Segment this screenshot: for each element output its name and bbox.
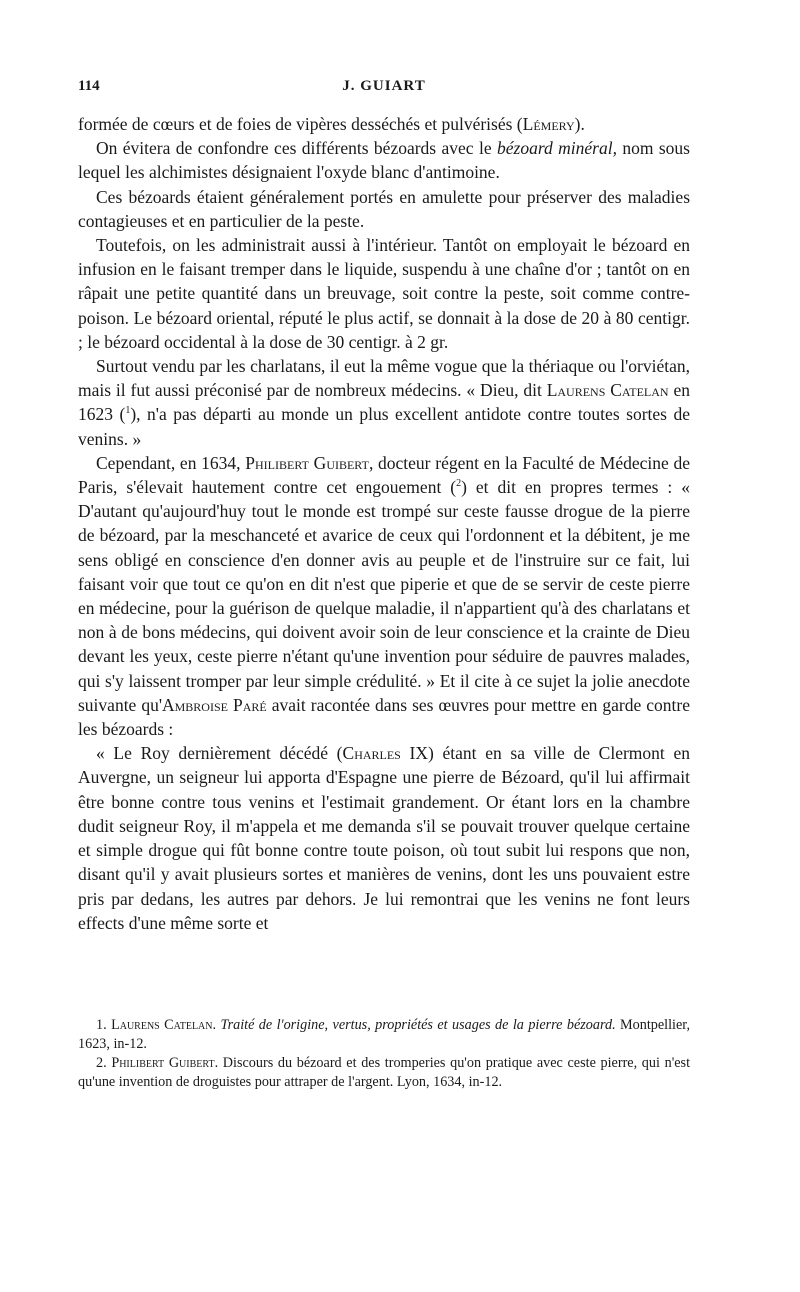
text-run: . (212, 1017, 221, 1033)
text-run: Surtout vendu par les charlatans, il eut la même vogue que la thériaque ou l'orviétan, mais il fut aussi préconisé par de nombreux médecins. « Dieu, dit (78, 356, 690, 401)
text-run: On évitera de confondre ces différents bézoards avec le (96, 138, 497, 159)
italic-text: bézoard minéral, (497, 138, 617, 159)
footnote-ref: 1 (125, 405, 131, 417)
proper-name: Charles IX (342, 743, 429, 764)
paragraph-4 (78, 233, 690, 354)
text-run: formée de cœurs et de foies de vipères desséchés et pulvérisés ( (78, 114, 523, 134)
footnote-2 (78, 1054, 690, 1092)
page-header (78, 78, 690, 102)
paragraph-2 (78, 136, 690, 184)
footnote-1 (78, 1016, 690, 1054)
text-run: Ces bézoards étaient généralement portés en amulette pour préserver des maladies contagieuses et en particulier de la peste. (78, 186, 690, 231)
text-run: , docteur régent en la Faculté de Médecine de Paris, s'élevait hautement contre cet engouement ( (78, 452, 690, 498)
proper-name: Laurens Catelan (546, 380, 669, 401)
text-run: ). (574, 114, 585, 134)
text-run: nom sous lequel les alchimistes désignaient l'oxyde blanc d'antimoine. (78, 138, 690, 183)
running-head: J. GUIART (342, 78, 426, 94)
paragraph-6 (78, 451, 690, 741)
proper-name: Lémery (522, 114, 575, 134)
text-run: Cependant, en 1634, (96, 452, 246, 473)
text-run: 2. (96, 1055, 112, 1071)
paragraph-7 (78, 741, 690, 935)
proper-name: Philibert Guibert (245, 452, 369, 473)
paragraph-3 (78, 185, 690, 233)
paragraph-1 (78, 112, 690, 136)
text-run: ), n'a pas départi au monde un plus excellent antidote contre toutes sortes de venins. » (78, 404, 690, 449)
text-run: « Le Roy dernièrement décédé ( (96, 743, 343, 764)
text-run: ) étant en sa ville de Clermont en Auvergne, un seigneur lui apporta d'Espagne une pierre de Bézoard, qu'il lui affirmait être bonne contre tous venins et l'estimait grandement. Or étant lors en la chambre dudit seigneur Roy, il m'appela et me demanda s'il se pouvait trouver quelque certaine et simple drogue qui fût bonne contre toute poison, où tout subit lui respons que non, disant qu'il y avait plusieurs sortes et manières de venins, dont les uns pouvaient estre pris par dedans, les autres par dehors. Je lui remontrai que les venins ne font leurs effects d'une même sorte et (78, 743, 690, 933)
footnote-ref: 2 (456, 478, 462, 490)
text-run: ) et dit en propres termes : « D'autant qu'aujourd'huy tout le monde est trompé sur ceste fausse drogue de la pierre de bézoard, par la meschanceté et avarice de ceux qui l'ordonnent et la débitent, je me sens obligé en conscience d'en donner avis au peuple et de l'instruire sur ce fait, lui faisant voir que tout ce qu'on en dit n'est que piperie et que de se servir de ceste pierre en médecine, pour la guérison de quelque maladie, il n'appartient qu'à des charlatans et non à de bons médecins, qui doivent avoir soin de leur conscience et la crainte de Dieu devant les yeux, ceste pierre n'étant qu'une invention pour séduire de pauvres malades, qui s'y laissent tromper par leur simple crédulité. » Et il cite à ce sujet la jolie anecdote suivante qu' (78, 477, 690, 715)
proper-name: Ambroise Paré (161, 694, 267, 715)
proper-name: Laurens Catelan (111, 1017, 213, 1033)
footnotes (78, 1016, 690, 1092)
text-run: en 1623 ( (78, 380, 690, 425)
proper-name: Philibert Guibert (111, 1055, 215, 1071)
italic-text: Traité de l'origine, vertus, propriétés et usages de la pierre bézoard. (220, 1017, 616, 1033)
text-run: avait racontée dans ses œuvres pour mettre en garde contre les bézoards : (78, 694, 690, 740)
text-run: . Discours du bézoard et des tromperies qu'on pratique avec ceste pierre, qui n'est qu'une invention de droguistes pour attraper de l'argent. Lyon, 1634, in-12. (78, 1055, 691, 1090)
text-run: 1. (96, 1017, 112, 1033)
paragraph-5 (78, 354, 690, 451)
page-number: 114 (78, 78, 100, 94)
text-run: Toutefois, on les administrait aussi à l'intérieur. Tantôt on employait le bézoard en infusion en le faisant tremper dans le liquide, suspendu à une chaîne d'or ; tantôt on en râpait une petite quantité dans un breuvage, soit contre la peste, soit comme contre-poison. Le bézoard oriental, réputé le plus actif, se donnait à la dose de 20 à 80 centigr. ; le bézoard occidental à la dose de 30 centigr. à 2 gr. (78, 235, 690, 352)
text-run: Montpellier, 1623, in-12. (78, 1017, 691, 1052)
body-text (78, 112, 690, 935)
